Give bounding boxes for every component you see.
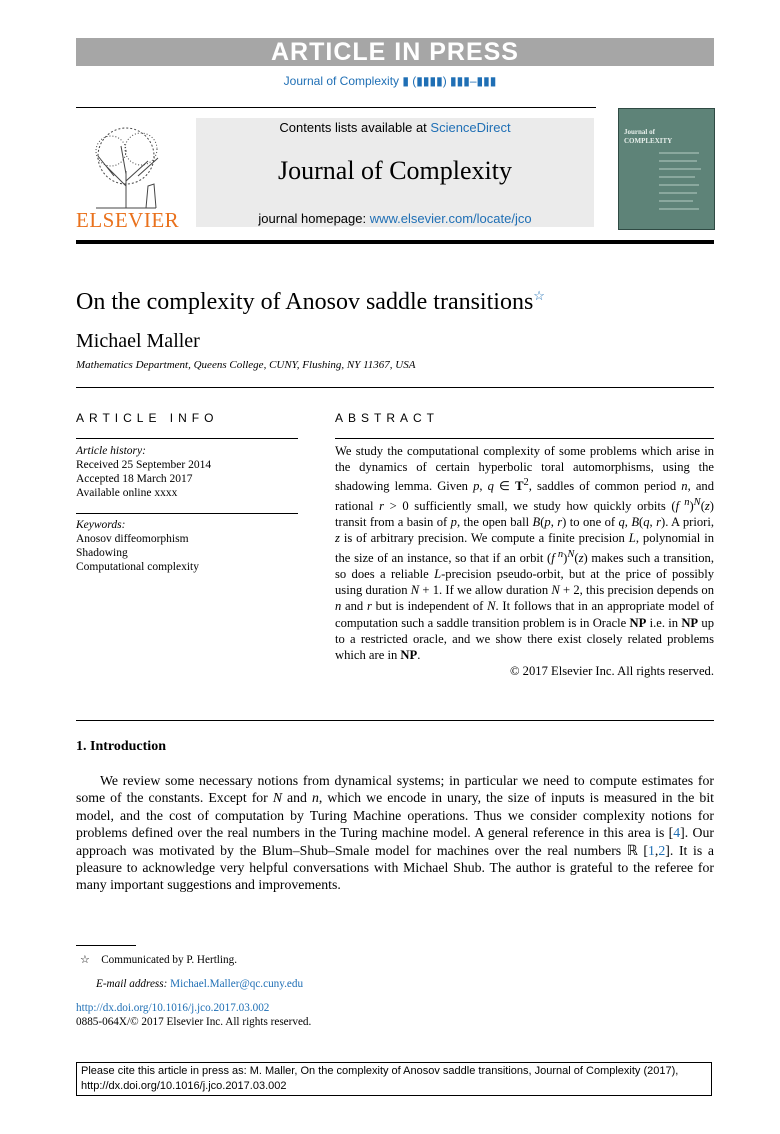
email-link[interactable]: Michael.Maller@qc.cuny.edu	[170, 978, 304, 990]
article-title-text: On the complexity of Anosov saddle transitions	[76, 289, 534, 315]
journal-cover-image	[618, 108, 715, 230]
cover-title-line-1: Journal of	[624, 128, 655, 136]
contents-line	[196, 120, 594, 135]
abstract-paragraph: We study the computational complexity of some problems which arise in the dynamics of certain hyperbolic toral automorphisms, using the shadowing lemma. Given p, q ∈ $T^2$, saddles of common period n, and rational r > 0 sufficiently small, we study how quickly orbits (f $^n$)$^N$(z) transit from a basin of p, the open ball B(p, r) to one of q, B(q, r). A priori, z is of arbitrary precision. We compute a finite precision L, polynomial in the size of an instance, so that if an orbit (f $^n$)$^N$(z) makes such a transition, so does a reliable L-precision pseudo-orbit, but at the price of possibly using duration N + 1. If we allow duration N + 2, this precision depends on n and r but is independent of N. It follows that in an appropriate model of computation such a saddle transition problem is in Oracle NP i.e. in NP up to a restricted oracle, and we show there exist closely related problems which are in NP.	[335, 444, 715, 662]
abstract-heading: ABSTRACT	[335, 411, 440, 425]
author-affiliation: Mathematics Department, Queens College, CUNY, Flushing, NY 11367, USA	[76, 359, 416, 371]
cover-title	[624, 128, 672, 146]
keyword: Anosov diffeomorphism	[76, 533, 189, 545]
author-name: Michael Maller	[76, 330, 200, 352]
accepted-date: Accepted 18 March 2017	[76, 473, 193, 485]
homepage-link[interactable]: www.elsevier.com/locate/jco	[369, 211, 532, 226]
abstract-rule	[335, 438, 714, 439]
footnote-email	[76, 977, 714, 991]
article-info-heading: ARTICLE INFO	[76, 411, 219, 425]
issn-copyright: 0885-064X/© 2017 Elsevier Inc. All rights reserved.	[76, 1016, 312, 1028]
citation-line-2: http://dx.doi.org/10.1016/j.jco.2017.03.002	[81, 1080, 287, 1092]
article-history	[76, 444, 298, 500]
citation-link[interactable]: 1	[647, 842, 655, 858]
introduction-paragraph: We review some necessary notions from dynamical systems; in particular we need to compute estimates for some of the constants. Except for N and n, which we encode in unary, the size of inputs is measured in the bit model, and the cost of computation by Turing Machine operations. Thus we consider complexity notions for problems defined over the real numbers in the Turing machine model. A general reference in this area is [4]. Our approach was motivated by the Blum–Shub–Smale model for machines over the real numbers ℝ [1,2]. It is a pleasure to acknowledge very helpful conversations with Michael Shub. The author is grateful to the referee for many important suggestions and improvements.	[76, 773, 714, 893]
info-rule	[76, 513, 298, 514]
keywords-label: Keywords:	[76, 519, 126, 531]
footnote-rule	[76, 945, 136, 946]
sciencedirect-link[interactable]: ScienceDirect	[430, 120, 511, 135]
history-label: Article history:	[76, 445, 146, 457]
online-date: Available online xxxx	[76, 487, 178, 499]
keywords	[76, 518, 298, 574]
journal-name: Journal of Complexity	[278, 156, 512, 185]
elsevier-wordmark: ELSEVIER	[76, 208, 180, 232]
info-rule	[76, 438, 298, 439]
article-in-press-banner: ARTICLE IN PRESS	[76, 38, 714, 66]
keyword: Shadowing	[76, 547, 128, 559]
footnotes	[76, 953, 714, 1029]
citation-link[interactable]: 2	[658, 842, 666, 858]
citation-box	[76, 1062, 712, 1096]
footnote-communicated	[76, 953, 714, 967]
citation-link[interactable]: 4	[673, 825, 681, 841]
homepage-prefix: journal homepage:	[258, 211, 370, 226]
keyword: Computational complexity	[76, 561, 199, 573]
abstract-body	[335, 443, 714, 679]
contents-prefix: Contents lists available at	[279, 120, 431, 135]
email-label: E-mail address:	[96, 978, 171, 990]
introduction-heading: 1. Introduction	[76, 739, 166, 754]
cover-title-line-2: COMPLEXITY	[624, 137, 673, 145]
footnote-text: Communicated by P. Hertling.	[101, 954, 238, 966]
cover-pattern-icon	[619, 109, 714, 229]
top-rule	[76, 107, 596, 108]
section-rule	[76, 720, 714, 721]
citation-line-1: Please cite this article in press as: M. Maller, On the complexity of Anosov saddle transitions, Journal of Complexity (2017),	[81, 1065, 679, 1077]
article-title	[76, 288, 545, 316]
homepage-line	[196, 211, 594, 226]
received-date: Received 25 September 2014	[76, 459, 212, 471]
section-rule	[76, 387, 714, 388]
footnote-star-icon: ☆	[80, 954, 91, 966]
doi-link[interactable]: http://dx.doi.org/10.1016/j.jco.2017.03.002	[76, 1002, 270, 1014]
journal-reference-link[interactable]: Journal of Complexity ▮ (▮▮▮▮) ▮▮▮–▮▮▮	[283, 74, 497, 88]
header-thick-rule	[76, 240, 714, 244]
title-footnote-star-icon[interactable]: ☆	[533, 288, 545, 303]
abstract-copyright: © 2017 Elsevier Inc. All rights reserved.	[509, 664, 714, 679]
